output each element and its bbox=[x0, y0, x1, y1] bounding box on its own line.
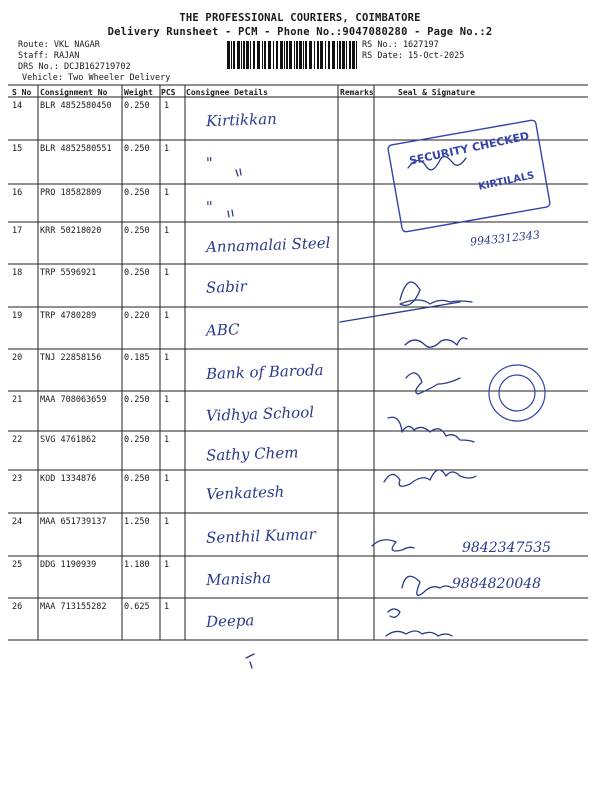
cell-pcs: 1 bbox=[164, 395, 170, 405]
cell-weight: 0.625 bbox=[124, 602, 150, 612]
cell-consignment: KRR 50218020 bbox=[40, 226, 102, 236]
cell-pcs: 1 bbox=[164, 353, 170, 363]
col-seal-signature: Seal & Signature bbox=[398, 88, 476, 97]
cell-pcs: 1 bbox=[164, 268, 170, 278]
consignee-handwritten: Sabir bbox=[205, 277, 248, 297]
cell-weight: 0.250 bbox=[124, 226, 150, 236]
consignee-handwritten: Manisha bbox=[205, 568, 272, 590]
cell-pcs: 1 bbox=[164, 226, 170, 236]
cell-weight: 0.185 bbox=[124, 353, 150, 363]
consignee-handwritten: Bank of Baroda bbox=[205, 360, 324, 384]
cell-pcs: 1 bbox=[164, 144, 170, 154]
consignee-handwritten: " bbox=[205, 197, 214, 217]
cell-consignment: BLR 4852580450 bbox=[40, 101, 112, 111]
consignee-handwritten: Annamalai Steel bbox=[205, 233, 331, 257]
cell-sno: 20 bbox=[12, 353, 23, 363]
cell-weight: 0.250 bbox=[124, 474, 150, 484]
cell-pcs: 1 bbox=[164, 311, 170, 321]
vehicle-label: Vehicle: Two Wheeler Delivery bbox=[22, 73, 171, 83]
cell-weight: 0.250 bbox=[124, 395, 150, 405]
col-sno: S No bbox=[12, 88, 32, 97]
cell-sno: 23 bbox=[12, 474, 23, 484]
cell-sno: 18 bbox=[12, 268, 23, 278]
consignee-handwritten: Vidhya School bbox=[205, 403, 315, 425]
stamp-kirtilals: KIRTILALS bbox=[477, 170, 536, 193]
cell-sno: 22 bbox=[12, 435, 23, 445]
staff-label: Staff: RAJAN bbox=[18, 51, 80, 61]
cell-sno: 16 bbox=[12, 188, 23, 198]
cell-sno: 17 bbox=[12, 226, 23, 236]
cell-consignment: TRP 5596921 bbox=[40, 268, 97, 278]
cell-sno: 19 bbox=[12, 311, 23, 321]
cell-weight: 0.250 bbox=[124, 435, 150, 445]
route-label: Route: VKL NAGAR bbox=[18, 40, 100, 50]
cell-weight: 0.250 bbox=[124, 101, 150, 111]
cell-weight: 1.180 bbox=[124, 560, 150, 570]
phone-row17: 9943312343 bbox=[469, 228, 541, 249]
cell-pcs: 1 bbox=[164, 188, 170, 198]
cell-sno: 14 bbox=[12, 101, 23, 111]
phone-row24: 9842347535 bbox=[462, 540, 552, 556]
col-pcs: PCS bbox=[161, 88, 176, 97]
consignee-handwritten: ABC bbox=[205, 320, 240, 340]
cell-sno: 24 bbox=[12, 517, 23, 527]
company-title: THE PROFESSIONAL COURIERS, COIMBATORE bbox=[179, 12, 421, 24]
consignee-handwritten: Venkatesh bbox=[205, 482, 285, 504]
col-remarks: Remarks bbox=[340, 88, 374, 97]
cell-sno: 26 bbox=[12, 602, 23, 612]
cell-pcs: 1 bbox=[164, 602, 170, 612]
col-consignment: Consignment No bbox=[40, 88, 108, 97]
cell-consignment: SVG 4761862 bbox=[40, 435, 97, 445]
cell-consignment: KOD 1334876 bbox=[40, 474, 97, 484]
cell-consignment: TNJ 22858156 bbox=[40, 353, 102, 363]
cell-pcs: 1 bbox=[164, 560, 170, 570]
cell-sno: 15 bbox=[12, 144, 23, 154]
consignee-handwritten: Sathy Chem bbox=[205, 443, 299, 465]
cell-consignment: MAA 708063659 bbox=[40, 395, 107, 405]
cell-consignment: BLR 4852580551 bbox=[40, 144, 112, 154]
cell-consignment: MAA 651739137 bbox=[40, 517, 107, 527]
consignee-handwritten: " bbox=[205, 153, 214, 173]
col-consignee: Consignee Details bbox=[186, 88, 268, 97]
cell-pcs: 1 bbox=[164, 474, 170, 484]
cell-weight: 0.250 bbox=[124, 144, 150, 154]
cell-consignment: MAA 713155282 bbox=[40, 602, 107, 612]
cell-pcs: 1 bbox=[164, 517, 170, 527]
cell-consignment: PRO 18582809 bbox=[40, 188, 102, 198]
cell-weight: 1.250 bbox=[124, 517, 150, 527]
cell-weight: 0.220 bbox=[124, 311, 150, 321]
cell-consignment: TRP 4780289 bbox=[40, 311, 97, 321]
cell-weight: 0.250 bbox=[124, 268, 150, 278]
rs-date: RS Date: 15-Oct-2025 bbox=[362, 51, 465, 61]
rs-number: RS No.: 1627197 bbox=[362, 40, 439, 50]
col-weight: Weight bbox=[124, 88, 153, 97]
consignee-handwritten: Deepa bbox=[205, 611, 255, 631]
cell-consignment: DDG 1190939 bbox=[40, 560, 97, 570]
cell-sno: 25 bbox=[12, 560, 23, 570]
cell-pcs: 1 bbox=[164, 435, 170, 445]
drs-number: DRS No.: DCJB162719702 bbox=[18, 62, 131, 72]
consignee-handwritten: Kirtikkan bbox=[205, 109, 278, 131]
cell-pcs: 1 bbox=[164, 101, 170, 111]
cell-sno: 21 bbox=[12, 395, 23, 405]
stamp-security-checked: SECURITY CHECKED bbox=[407, 129, 531, 168]
runsheet-subtitle: Delivery Runsheet - PCM - Phone No.:9047080280 - Page No.:2 bbox=[107, 26, 493, 38]
consignee-handwritten: Senthil Kumar bbox=[205, 525, 317, 547]
cell-weight: 0.250 bbox=[124, 188, 150, 198]
phone-row25: 9884820048 bbox=[452, 576, 542, 592]
